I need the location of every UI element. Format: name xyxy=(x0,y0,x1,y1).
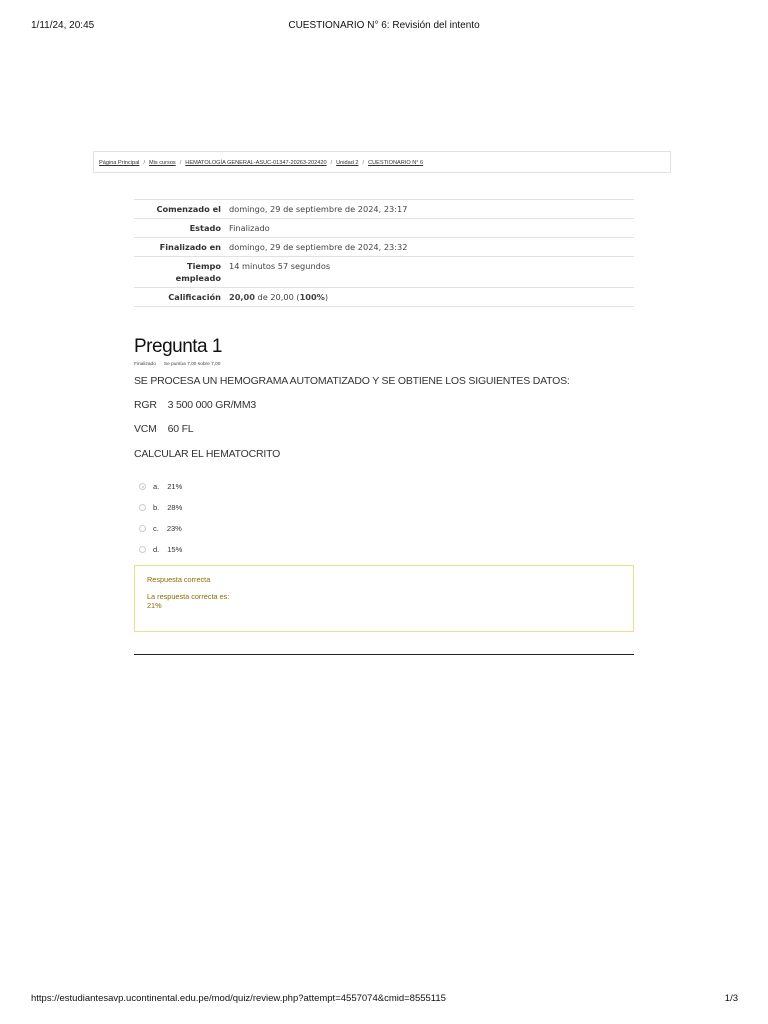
started-label: Comenzado el xyxy=(134,200,225,219)
question-info xyxy=(134,362,228,367)
breadcrumb xyxy=(93,151,671,173)
correct-answer-value: 21% xyxy=(147,601,162,610)
breadcrumb-separator: / xyxy=(179,160,182,166)
correct-answer-label: La respuesta correcta es: xyxy=(147,592,230,601)
option-text: 15% xyxy=(167,545,183,554)
grade-percent: 100% xyxy=(299,292,325,302)
feedback-box xyxy=(134,565,634,632)
feedback-status: Respuesta correcta xyxy=(147,575,211,584)
grade-value xyxy=(225,288,634,307)
table-row xyxy=(134,288,634,307)
radio-checked-icon[interactable] xyxy=(139,483,146,490)
question-points: Se puntúa 7,00 sobre 7,00 xyxy=(163,362,221,367)
option-text: 23% xyxy=(166,524,182,533)
question-text-line: CALCULAR EL HEMATOCRITO xyxy=(134,448,281,460)
breadcrumb-separator: / xyxy=(330,160,333,166)
table-row xyxy=(134,219,634,238)
grade-label: Calificación xyxy=(134,288,225,307)
breadcrumb-separator: / xyxy=(362,160,365,166)
finished-value: domingo, 29 de septiembre de 2024, 23:32 xyxy=(225,238,634,257)
question-text-line: RGR 3 500 000 GR/MM3 xyxy=(134,399,257,411)
radio-icon[interactable] xyxy=(139,546,146,553)
breadcrumb-separator: / xyxy=(143,160,145,166)
divider xyxy=(134,654,634,655)
time-label-line-2: empleado xyxy=(175,273,221,283)
answer-option-d[interactable] xyxy=(139,545,182,554)
grade-of: de 20,00 ( xyxy=(254,292,300,302)
breadcrumb-course[interactable]: HEMATOLOGÍA GENERAL-ASUC-01347-20263-202420 xyxy=(185,160,327,166)
time-label xyxy=(134,257,225,288)
breadcrumb-quiz[interactable]: CUESTIONARIO N° 6 xyxy=(368,160,424,166)
question-status: Finalizado xyxy=(134,362,156,367)
attempt-summary-table xyxy=(134,199,634,307)
radio-icon[interactable] xyxy=(139,504,146,511)
print-title: CUESTIONARIO N° 6: Revisión del intento xyxy=(288,20,480,31)
time-value: 14 minutos 57 segundos xyxy=(225,257,634,288)
breadcrumb-unit[interactable]: Unidad 2 xyxy=(336,160,359,166)
answer-option-b[interactable] xyxy=(139,503,182,512)
time-label-line-1: Tiempo xyxy=(187,261,221,271)
grade-score: 20,00 xyxy=(229,292,255,302)
question-text-line: SE PROCESA UN HEMOGRAMA AUTOMATIZADO Y SE OBTIENE LOS SIGUIENTES DATOS: xyxy=(134,375,570,387)
answer-option-a[interactable] xyxy=(139,482,182,491)
breadcrumb-my-courses[interactable]: Mis cursos xyxy=(149,160,176,166)
print-url: https://estudiantesavp.ucontinental.edu.pe/mod/quiz/review.php?attempt=4557074&cmid=8555115 xyxy=(31,993,446,1004)
option-text: 21% xyxy=(167,482,183,491)
option-letter: b. xyxy=(153,503,160,512)
option-letter: d. xyxy=(153,545,160,554)
answer-option-c[interactable] xyxy=(139,524,182,533)
breadcrumb-home[interactable]: Página Principal xyxy=(99,160,140,166)
table-row xyxy=(134,238,634,257)
print-date: 1/11/24, 20:45 xyxy=(31,20,95,31)
radio-icon[interactable] xyxy=(139,525,146,532)
table-row xyxy=(134,257,634,288)
question-text-line: VCM 60 FL xyxy=(134,423,194,435)
question-title: Pregunta 1 xyxy=(134,336,222,357)
page-number: 1/3 xyxy=(724,993,738,1004)
table-row xyxy=(134,200,634,219)
option-letter: c. xyxy=(153,524,159,533)
option-letter: a. xyxy=(153,482,160,491)
grade-close: ) xyxy=(324,292,329,302)
state-value: Finalizado xyxy=(225,219,634,238)
state-label: Estado xyxy=(134,219,225,238)
option-text: 28% xyxy=(167,503,183,512)
started-value: domingo, 29 de septiembre de 2024, 23:17 xyxy=(225,200,634,219)
finished-label: Finalizado en xyxy=(134,238,225,257)
